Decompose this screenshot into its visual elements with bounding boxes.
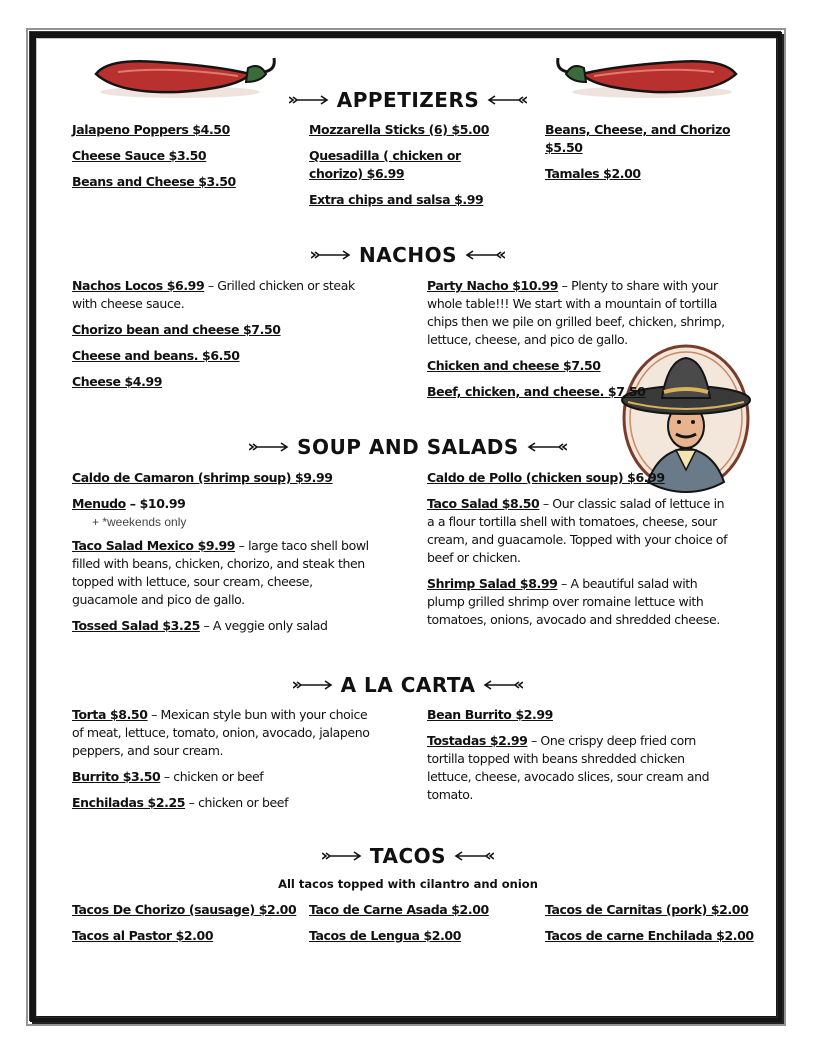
alacarta-right-column: [427, 706, 732, 812]
arrow-left-icon: [454, 851, 494, 861]
item-description: – One crispy deep fried corn tortilla topped with beans shredded chicken lettuce, cheese, avocado slices, sour cream and tomato.: [427, 733, 710, 802]
item-name: Menudo: [72, 496, 126, 511]
menu-item: [427, 383, 732, 401]
menu-item: [427, 732, 732, 804]
menu-item: [72, 121, 302, 139]
menu-item: [72, 901, 304, 919]
menu-item: [72, 321, 372, 339]
section-title-nachos: [0, 241, 816, 267]
item-description: – $10.99: [125, 496, 186, 511]
tacos-column-2: [309, 901, 539, 953]
section-title-appetizers: [0, 86, 816, 112]
item-name: Taco Salad Mexico $9.99: [72, 538, 236, 553]
item-name: Tacos de carne Enchilada $2.00: [545, 928, 754, 943]
section-title-text: A LA CARTA: [340, 672, 476, 697]
arrow-right-icon: [289, 95, 329, 105]
nachos-right-column: [427, 277, 732, 409]
menu-item: [427, 495, 732, 567]
item-name: Tamales $2.00: [545, 166, 641, 181]
section-title-text: NACHOS: [358, 242, 458, 267]
section-title-soup-and-salads: [0, 433, 816, 459]
menu-item: [72, 617, 377, 635]
menu-item: [309, 121, 499, 139]
menu-item: [427, 469, 732, 487]
menu-item: [72, 768, 377, 786]
item-description: – Grilled chicken or steak with cheese sauce.: [72, 278, 355, 311]
item-name: Tacos al Pastor $2.00: [72, 928, 214, 943]
arrow-left-icon: [465, 250, 505, 260]
menu-item: [545, 927, 765, 945]
item-description: – chicken or beef: [185, 795, 289, 810]
item-description: – A veggie only salad: [199, 618, 328, 633]
item-name: Quesadilla ( chicken or chorizo) $6.99: [309, 148, 461, 181]
menu-item: [72, 173, 302, 191]
soup-left-column: [72, 469, 377, 643]
item-description: – Mexican style bun with your choice of meat, lettuce, tomato, onion, avocado, jalapeno peppers, and sour cream.: [72, 707, 370, 758]
menu-item: [72, 373, 372, 391]
item-name: Tossed Salad $3.25: [72, 618, 200, 633]
item-name: Burrito $3.50: [72, 769, 161, 784]
menudo-note: + *weekends only: [92, 515, 187, 529]
item-name: Beans and Cheese $3.50: [72, 174, 236, 189]
menu-item: [72, 495, 377, 513]
menu-item: [309, 927, 539, 945]
item-name: Tostadas $2.99: [427, 733, 528, 748]
menu-item: [545, 121, 765, 157]
item-name: Tacos De Chorizo (sausage) $2.00: [72, 902, 297, 917]
menu-item: [427, 277, 732, 349]
item-name: Bean Burrito $2.99: [427, 707, 553, 722]
arrow-right-icon: [311, 250, 351, 260]
item-name: Tacos de Lengua $2.00: [309, 928, 462, 943]
soup-right-column: [427, 469, 732, 637]
item-name: Nachos Locos $6.99: [72, 278, 205, 293]
menu-item: [309, 901, 539, 919]
item-name: Torta $8.50: [72, 707, 148, 722]
menu-item: [72, 537, 377, 609]
item-description: – chicken or beef: [160, 769, 264, 784]
arrow-right-icon: [293, 680, 333, 690]
item-description: – A beautiful salad with plump grilled shrimp over romaine lettuce with tomatoes, onions, avocado and shredded cheese.: [427, 576, 720, 627]
menu-item: [72, 347, 372, 365]
tacos-column-3: [545, 901, 765, 953]
arrow-right-icon: [322, 851, 362, 861]
section-title-text: SOUP AND SALADS: [297, 434, 519, 459]
menu-item: [72, 706, 377, 760]
item-name: Cheese Sauce $3.50: [72, 148, 207, 163]
menu-item: [72, 277, 372, 313]
section-title-text: APPETIZERS: [336, 87, 480, 112]
section-title-a-la-carta: [0, 671, 816, 697]
menu-item: [309, 147, 499, 183]
item-name: Mozzarella Sticks (6) $5.00: [309, 122, 490, 137]
nachos-left-column: [72, 277, 372, 399]
menu-item: [72, 147, 302, 165]
item-description: – large taco shell bowl filled with beans, chicken, chorizo, and steak then topped with lettuce, sour cream, cheese, guacamole and pico de gallo.: [72, 538, 369, 607]
item-name: Chorizo bean and cheese $7.50: [72, 322, 281, 337]
appetizers-column-2: [309, 121, 499, 217]
item-name: Jalapeno Poppers $4.50: [72, 122, 230, 137]
menu-item: [427, 357, 732, 375]
menu-item: [427, 706, 732, 724]
item-description: – Plenty to share with your whole table!!! We start with a mountain of tortilla chips then we pile on grilled beef, chicken, shrimp, lettuce, cheese, and pico de gallo.: [427, 278, 725, 347]
menu-item: [72, 927, 304, 945]
tacos-note: All tacos topped with cilantro and onion: [278, 877, 538, 891]
item-name: Beans, Cheese, and Chorizo $5.50: [545, 122, 731, 155]
menu-item: [72, 469, 377, 487]
item-name: Taco de Carne Asada $2.00: [309, 902, 489, 917]
menu-item: [427, 575, 732, 629]
menu-item: [545, 165, 765, 183]
item-name: Beef, chicken, and cheese. $7.50: [427, 384, 646, 399]
section-title-tacos: [0, 842, 816, 868]
section-title-text: TACOS: [369, 843, 447, 868]
arrow-left-icon: [483, 680, 523, 690]
menu-item: [545, 901, 765, 919]
item-description: – Our classic salad of lettuce in a a flour tortilla shell with tomatoes, cheese, sour cream, and guacamole. Topped with your choice of beef or chicken.: [427, 496, 728, 565]
appetizers-column-1: [72, 121, 302, 199]
alacarta-left-column: [72, 706, 377, 820]
item-name: Enchiladas $2.25: [72, 795, 186, 810]
item-name: Caldo de Pollo (chicken soup) $6.99: [427, 470, 665, 485]
appetizers-column-3: [545, 121, 765, 191]
menu-item: [72, 794, 377, 812]
item-name: Chicken and cheese $7.50: [427, 358, 601, 373]
arrow-right-icon: [249, 442, 289, 452]
arrow-left-icon: [487, 95, 527, 105]
arrow-left-icon: [527, 442, 567, 452]
item-name: Tacos de Carnitas (pork) $2.00: [545, 902, 749, 917]
item-name: Shrimp Salad $8.99: [427, 576, 558, 591]
menu-item: [309, 191, 499, 209]
item-name: Cheese and beans. $6.50: [72, 348, 240, 363]
tacos-column-1: [72, 901, 304, 953]
item-name: Taco Salad $8.50: [427, 496, 540, 511]
item-name: Extra chips and salsa $.99: [309, 192, 484, 207]
item-name: Party Nacho $10.99: [427, 278, 559, 293]
item-name: Cheese $4.99: [72, 374, 163, 389]
item-name: Caldo de Camaron (shrimp soup) $9.99: [72, 470, 333, 485]
